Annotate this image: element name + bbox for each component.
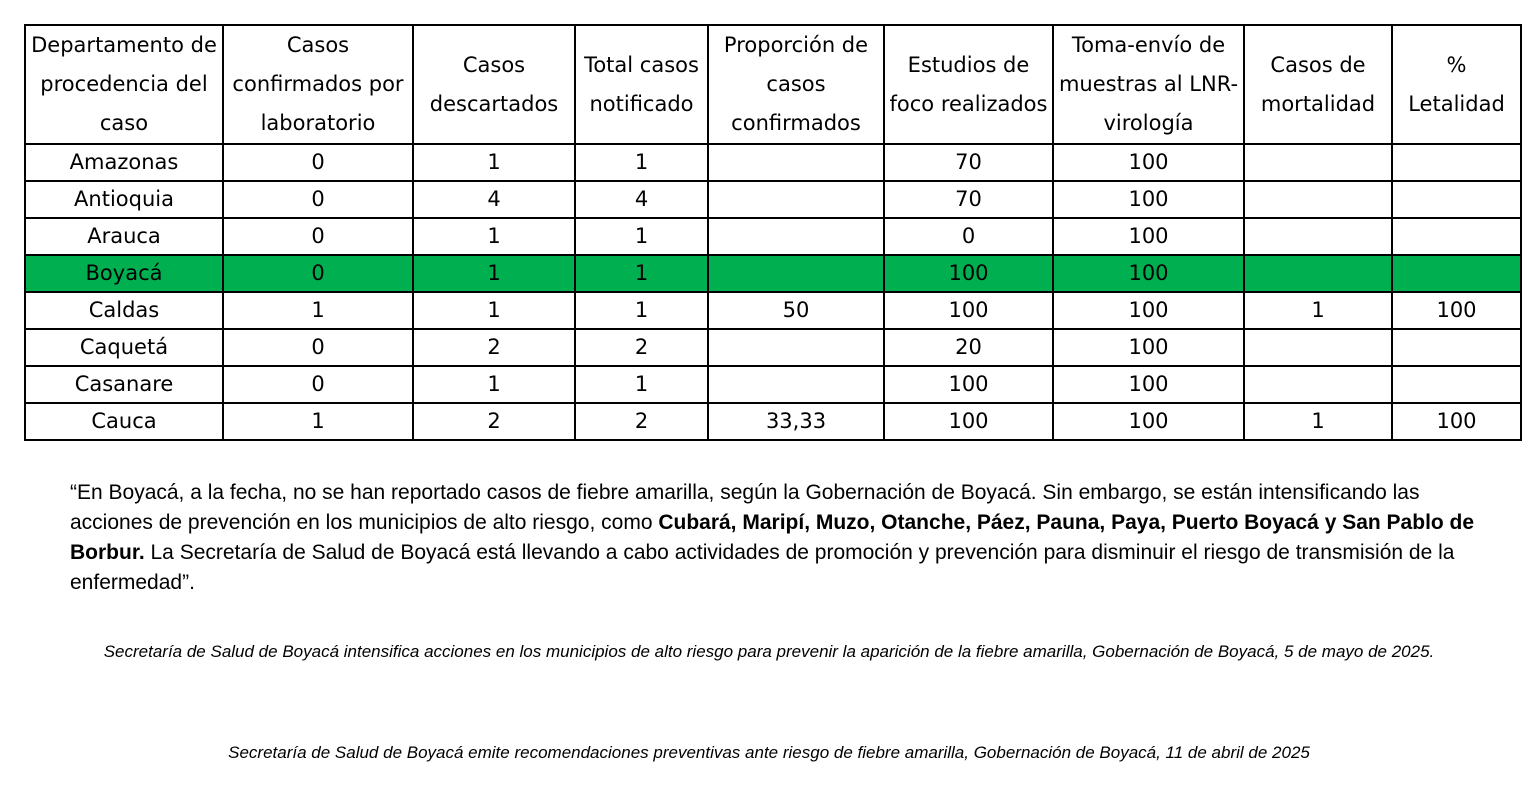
table-cell: 1 (1244, 292, 1392, 329)
table-cell: 50 (708, 292, 884, 329)
table-cell: 0 (223, 218, 413, 255)
table-cell: 100 (1053, 218, 1244, 255)
table-cell: 0 (223, 144, 413, 181)
column-header-toma-envio: Toma-envío de muestras al LNR-virología (1053, 25, 1244, 144)
table-cell (1244, 255, 1392, 292)
table-cell: 4 (413, 181, 575, 218)
table-cell: 100 (1392, 403, 1521, 440)
table-cell: Cauca (25, 403, 223, 440)
table-cell: 100 (1053, 181, 1244, 218)
table-cell: 100 (1053, 144, 1244, 181)
table-cell: 100 (884, 403, 1053, 440)
table-cell (708, 255, 884, 292)
table-cell: 70 (884, 181, 1053, 218)
table-cell: 100 (1392, 292, 1521, 329)
table-cell: 1 (575, 366, 708, 403)
cases-table (24, 24, 1522, 441)
table-cell: 0 (223, 329, 413, 366)
table-cell: Antioquia (25, 181, 223, 218)
table-cell: 1 (413, 255, 575, 292)
table-cell (1392, 329, 1521, 366)
table-cell: 1 (575, 218, 708, 255)
column-header-proporcion: Proporción de casos confirmados (708, 25, 884, 144)
column-header-estudios-foco: Estudios de foco realizados (884, 25, 1053, 144)
table-cell: Caldas (25, 292, 223, 329)
table-cell: 0 (223, 366, 413, 403)
table-cell (1392, 255, 1521, 292)
table-cell (1244, 181, 1392, 218)
table-cell: 1 (223, 403, 413, 440)
column-header-total-casos: Total casos notificado (575, 25, 708, 144)
quote-text-start: “En Boyacá, a la fecha, no se han reportado casos de fiebre amarilla, según la Gobernación de Boyacá. Sin embargo, se están intensificando las acciones de prevención en los municipios de alto riesgo, como (70, 481, 1420, 534)
table-cell: Amazonas (25, 144, 223, 181)
table-row (25, 403, 1521, 440)
table-cell: 100 (884, 292, 1053, 329)
table-cell: 0 (223, 181, 413, 218)
table-cell: 1 (223, 292, 413, 329)
table-header-row (25, 25, 1521, 144)
column-header-casos-confirmados: Casos confirmados por laboratorio (223, 25, 413, 144)
table-row (25, 255, 1521, 292)
table-cell: 100 (1053, 292, 1244, 329)
table-cell: 1 (1244, 403, 1392, 440)
table-row (25, 292, 1521, 329)
table-cell: 2 (413, 403, 575, 440)
table-cell (1244, 329, 1392, 366)
table-cell (708, 366, 884, 403)
table-cell: 20 (884, 329, 1053, 366)
table-cell: 2 (575, 329, 708, 366)
quote-municipalities: Cubará, Maripí, Muzo, Otanche, Páez, Pauna, Paya, Puerto Boyacá y San Pablo de Borbur. (70, 511, 1475, 564)
table-cell (1244, 366, 1392, 403)
table-cell: Boyacá (25, 255, 223, 292)
table-row (25, 218, 1521, 255)
table-cell: Caquetá (25, 329, 223, 366)
table-cell: 1 (575, 144, 708, 181)
table-cell (708, 218, 884, 255)
table-cell: 100 (884, 366, 1053, 403)
column-header-casos-descartados: Casos descartados (413, 25, 575, 144)
table-cell: 100 (1053, 255, 1244, 292)
citation-source-1: Secretaría de Salud de Boyacá intensifica acciones en los municipios de alto riesgo para prevenir la aparición de la fiebre amarilla, Gobernación de Boyacá, 5 de mayo de 2025. (103, 642, 1435, 661)
table-cell: 100 (884, 255, 1053, 292)
table-cell (1392, 144, 1521, 181)
table-cell (1392, 366, 1521, 403)
table-cell (708, 144, 884, 181)
table-body (25, 144, 1521, 440)
column-header-letalidad: % Letalidad (1392, 25, 1521, 144)
table-cell (1392, 181, 1521, 218)
quote-paragraph (70, 478, 1490, 598)
table-row (25, 181, 1521, 218)
table-cell: 1 (413, 292, 575, 329)
citation-source-2: Secretaría de Salud de Boyacá emite recomendaciones preventivas ante riesgo de fiebre amarilla, Gobernación de Boyacá, 11 de abril de 2025 (228, 743, 1310, 762)
table-cell: 1 (575, 255, 708, 292)
table-cell: 4 (575, 181, 708, 218)
table-cell: 1 (413, 218, 575, 255)
table-cell (1244, 144, 1392, 181)
table-cell: 100 (1053, 403, 1244, 440)
table-cell: 0 (223, 255, 413, 292)
column-header-departamento: Departamento de procedencia del caso (25, 25, 223, 144)
table-cell (1244, 218, 1392, 255)
table-cell (708, 329, 884, 366)
table-row (25, 366, 1521, 403)
table-cell: Arauca (25, 218, 223, 255)
table-row (25, 329, 1521, 366)
table-cell: 1 (575, 292, 708, 329)
table-cell: 2 (575, 403, 708, 440)
quote-text-end: La Secretaría de Salud de Boyacá está llevando a cabo actividades de promoción y prevención para disminuir el riesgo de transmisión de la enfermedad”. (70, 541, 1455, 594)
table-row (25, 144, 1521, 181)
table-cell (708, 181, 884, 218)
table-cell: 70 (884, 144, 1053, 181)
table-cell: 1 (413, 144, 575, 181)
table-cell: 1 (413, 366, 575, 403)
table-cell: 100 (1053, 366, 1244, 403)
table-cell: 100 (1053, 329, 1244, 366)
column-header-mortalidad: Casos de mortalidad (1244, 25, 1392, 144)
table-cell: 0 (884, 218, 1053, 255)
table-cell: 33,33 (708, 403, 884, 440)
table-cell: Casanare (25, 366, 223, 403)
table-cell (1392, 218, 1521, 255)
table-cell: 2 (413, 329, 575, 366)
